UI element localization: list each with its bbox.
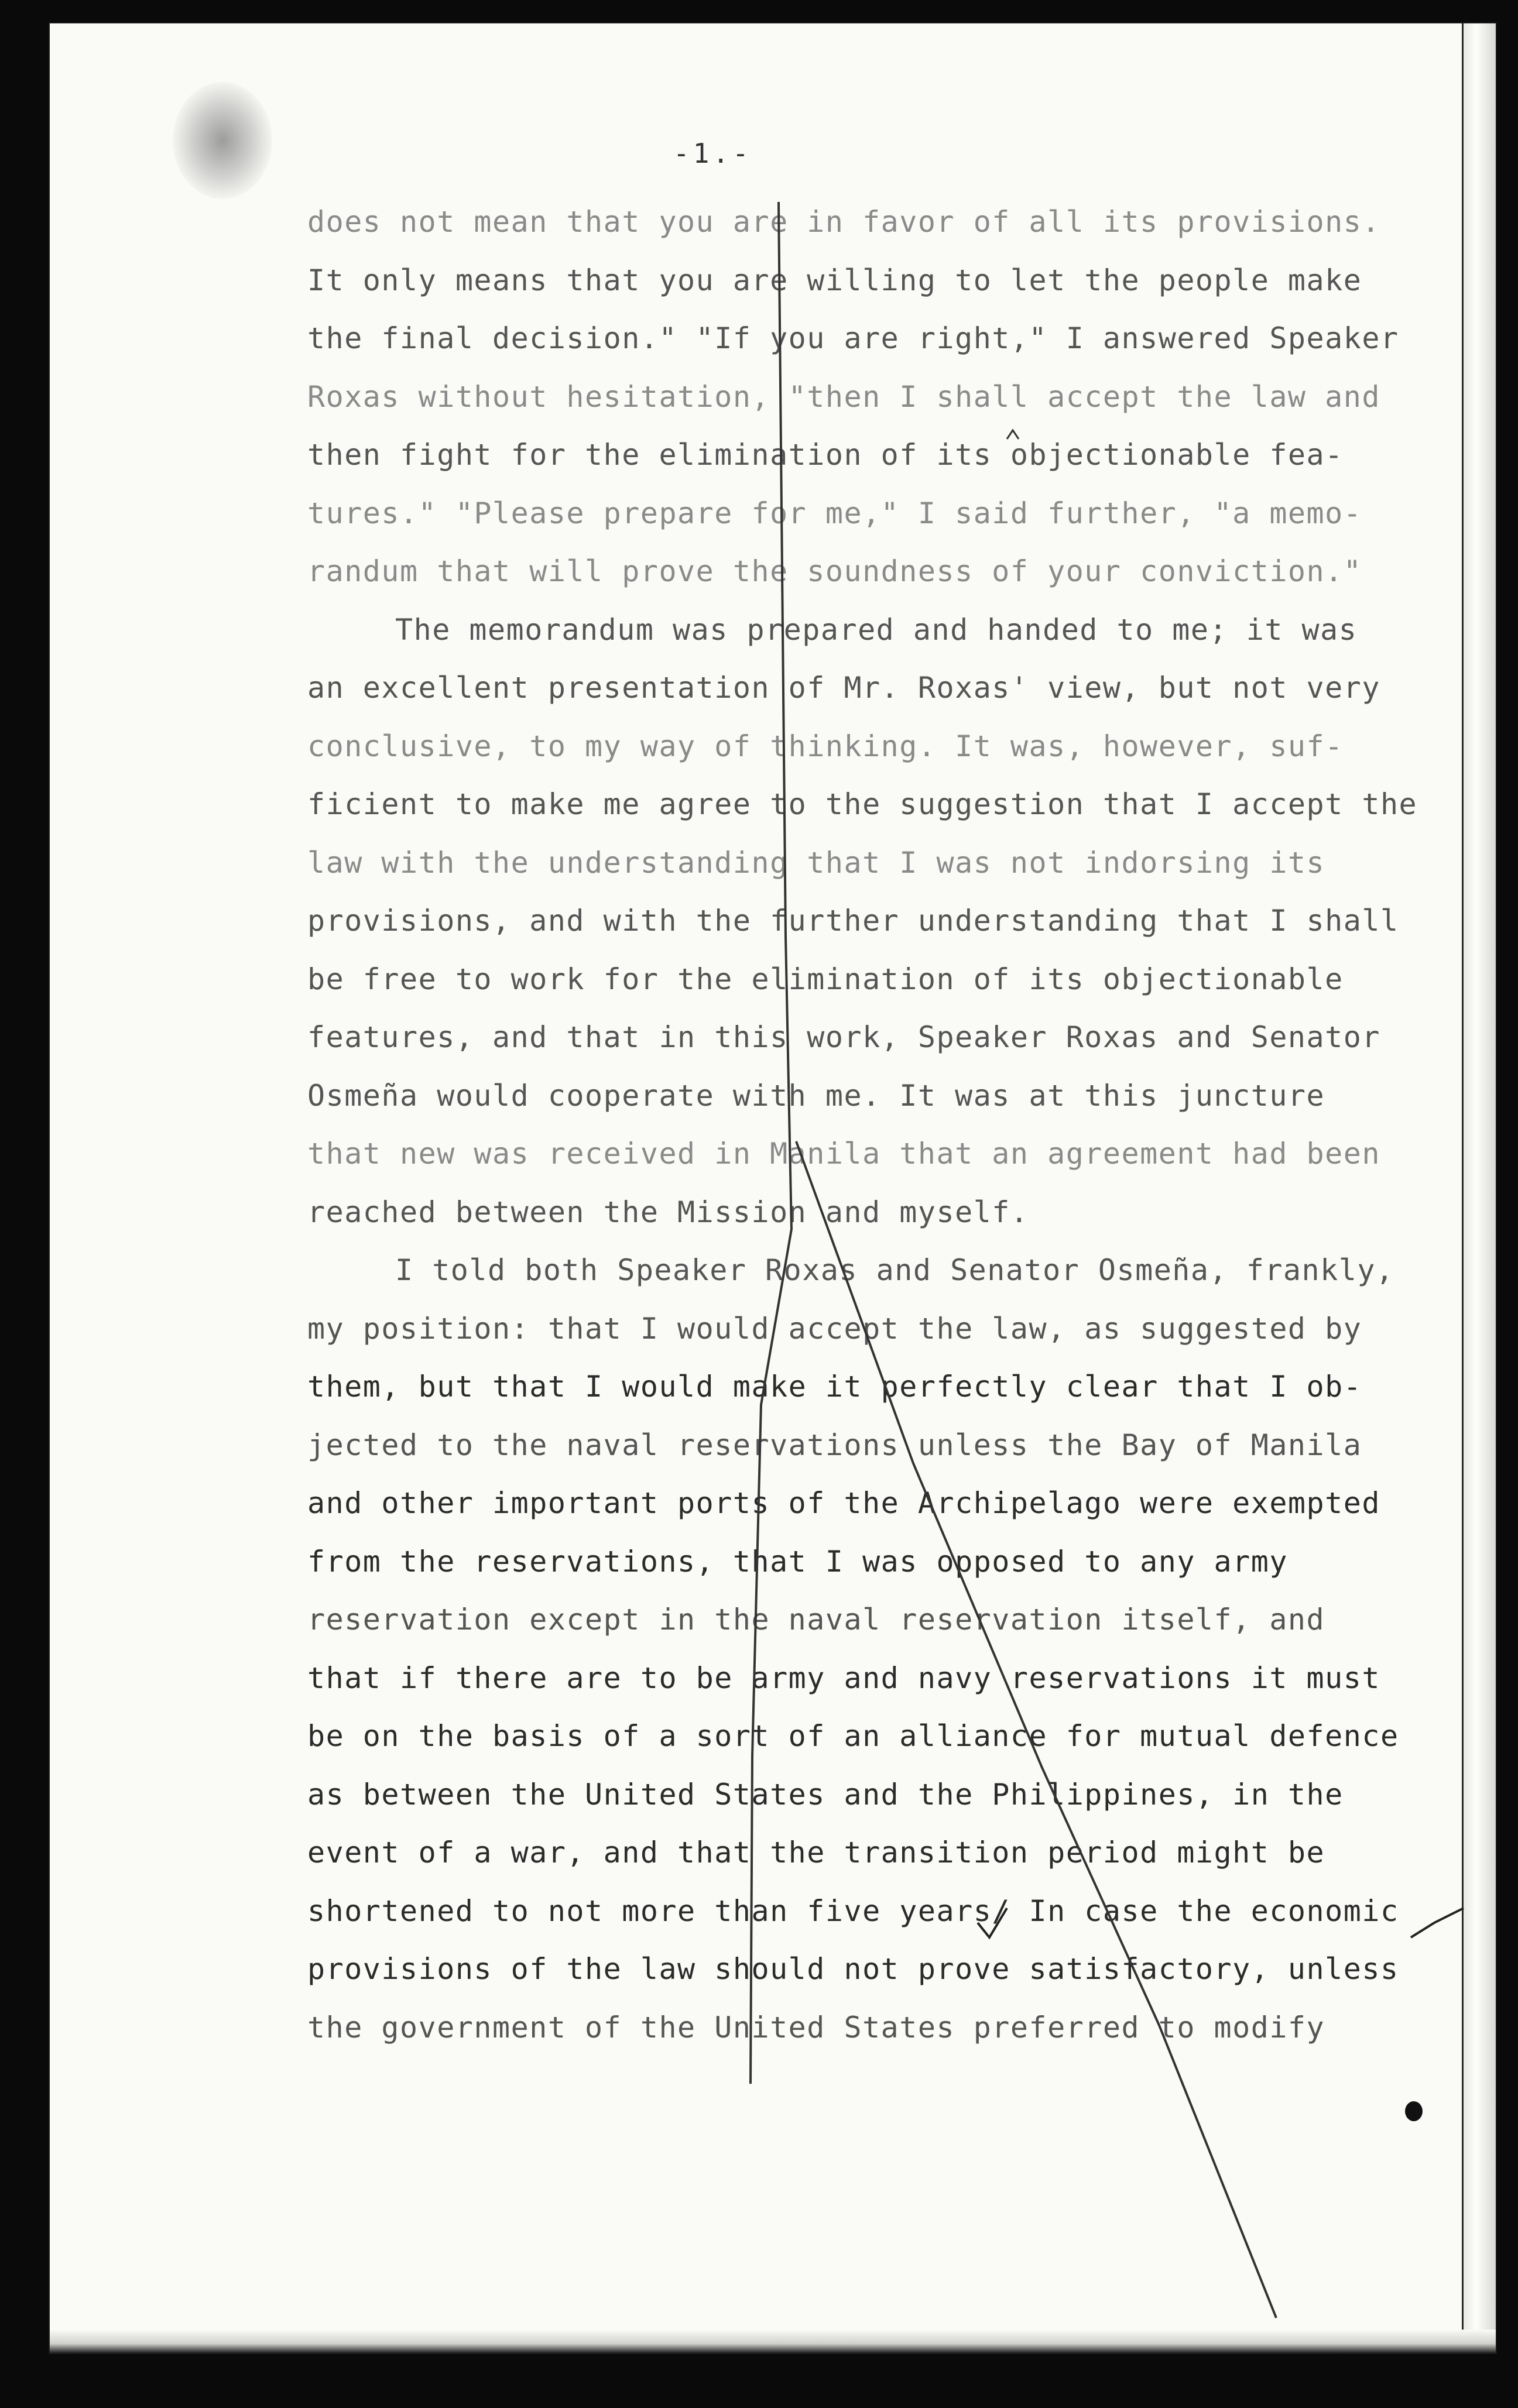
text-line: be free to work for the elimination of its objectionable	[307, 962, 1344, 996]
text-line: provisions, and with the further understanding that I shall	[307, 904, 1399, 938]
text-line: from the reservations, that I was opposed to any army	[307, 1544, 1288, 1579]
text-line: event of a war, and that the transition period might be	[307, 1836, 1325, 1870]
text-line: conclusive, to my way of thinking. It was, however, suf-	[307, 729, 1344, 763]
text-line: Osmeña would cooperate with me. It was at this juncture	[307, 1078, 1325, 1113]
text-line: does not mean that you are in favor of all its provisions.	[307, 205, 1380, 239]
text-line: my position: that I would accept the law, as suggested by	[307, 1311, 1362, 1346]
typed-text-body	[307, 193, 1418, 2057]
text-line: It only means that you are willing to let the people make	[307, 263, 1362, 297]
text-line: reached between the Mission and myself.	[307, 1195, 1029, 1229]
ink-dot	[1405, 2101, 1423, 2121]
text-line: randum that will prove the soundness of your conviction."	[307, 554, 1362, 588]
page-number: -1.-	[673, 138, 752, 169]
text-line: that new was received in Manila that an agreement had been	[307, 1137, 1380, 1171]
text-line: ficient to make me agree to the suggestion that I accept the	[307, 787, 1418, 821]
text-line: reservation except in the naval reservation itself, and	[307, 1603, 1325, 1637]
paragraph-2	[307, 601, 1418, 1242]
paragraph-3	[307, 1241, 1408, 2057]
text-line: be on the basis of a sort of an alliance for mutual defence	[307, 1719, 1399, 1753]
text-line: features, and that in this work, Speaker Roxas and Senator	[307, 1020, 1380, 1054]
text-line: law with the understanding that I was not indorsing its	[307, 845, 1325, 880]
paragraph-1	[307, 193, 1408, 601]
text-line: the final decision." "If you are right," I answered Speaker	[307, 321, 1399, 355]
ink-smudge	[173, 82, 272, 199]
text-line: I told both Speaker Roxas and Senator Osmeña, frankly,	[395, 1253, 1394, 1287]
text-line: as between the United States and the Philippines, in the	[307, 1777, 1344, 1812]
text-line: tures." "Please prepare for me," I said further, "a memo-	[307, 496, 1362, 530]
text-line: then fight for the elimination of its objectionable fea-	[307, 438, 1344, 472]
text-line: jected to the naval reservations unless the Bay of Manila	[307, 1428, 1362, 1462]
text-line: them, but that I would make it perfectly clear that I ob-	[307, 1370, 1362, 1404]
text-line: that if there are to be army and navy reservations it must	[307, 1661, 1380, 1695]
text-line: an excellent presentation of Mr. Roxas' view, but not very	[307, 671, 1380, 705]
text-line: the government of the United States preferred to modify	[307, 2010, 1325, 2045]
page-edge-right	[1462, 23, 1496, 2353]
text-line: and other important ports of the Archipelago were exempted	[307, 1486, 1380, 1520]
text-line: The memorandum was prepared and handed to me; it was	[395, 612, 1358, 647]
text-line: shortened to not more than five years/ In case the economic	[307, 1894, 1399, 1928]
text-line: provisions of the law should not prove satisfactory, unless	[307, 1952, 1399, 1986]
text-line: Roxas without hesitation, "then I shall accept the law and	[307, 379, 1380, 414]
page-edge-bottom	[50, 2330, 1496, 2353]
